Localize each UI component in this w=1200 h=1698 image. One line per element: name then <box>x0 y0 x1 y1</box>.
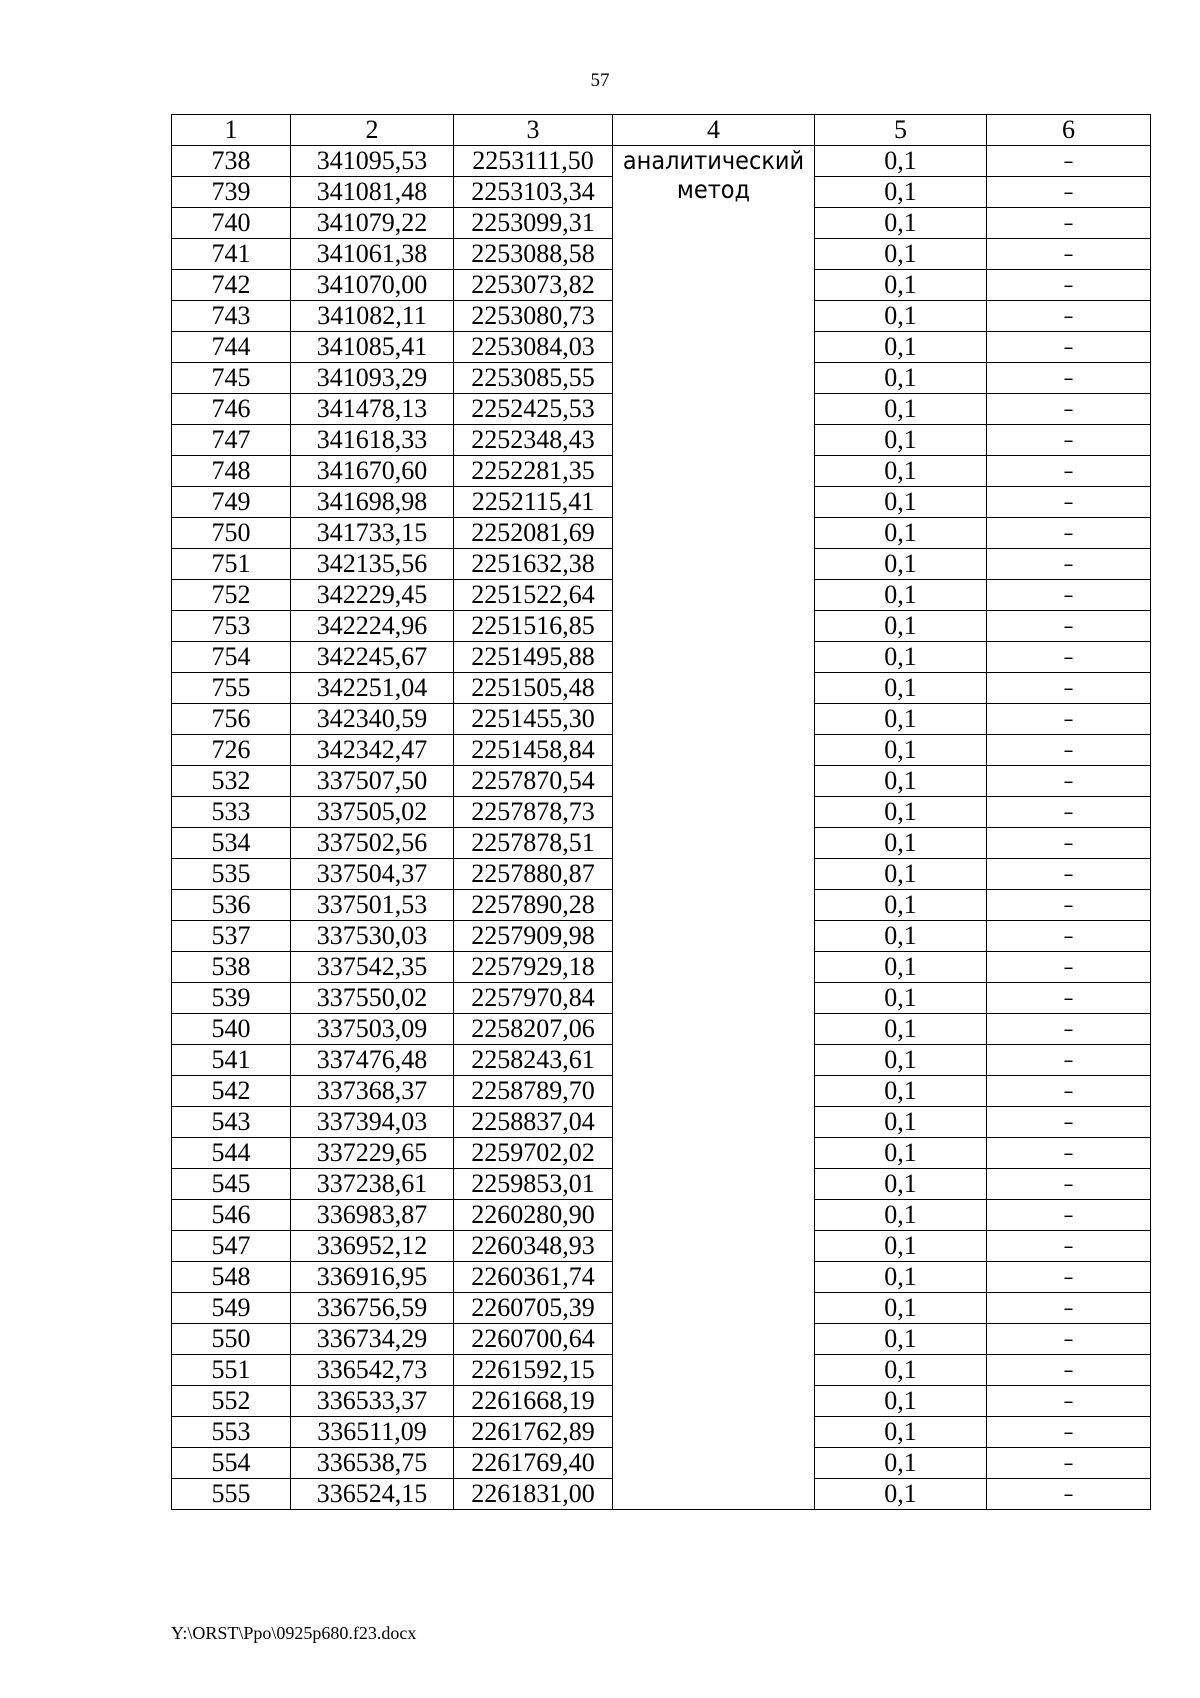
description-cell: – <box>987 828 1151 859</box>
y-coordinate-cell: 2257929,18 <box>454 952 613 983</box>
accuracy-cell: 0,1 <box>815 1231 987 1262</box>
x-coordinate-cell: 341478,13 <box>291 394 454 425</box>
y-coordinate-cell: 2261762,89 <box>454 1417 613 1448</box>
x-coordinate-cell: 341061,38 <box>291 239 454 270</box>
x-coordinate-cell: 342251,04 <box>291 673 454 704</box>
description-cell: – <box>987 1386 1151 1417</box>
point-number-cell: 543 <box>172 1107 291 1138</box>
point-number-cell: 555 <box>172 1479 291 1510</box>
description-cell: – <box>987 1448 1151 1479</box>
column-header: 3 <box>454 115 613 146</box>
description-cell: – <box>987 1293 1151 1324</box>
description-cell: – <box>987 177 1151 208</box>
column-header: 5 <box>815 115 987 146</box>
description-cell: – <box>987 735 1151 766</box>
x-coordinate-cell: 342245,67 <box>291 642 454 673</box>
accuracy-cell: 0,1 <box>815 1386 987 1417</box>
y-coordinate-cell: 2257880,87 <box>454 859 613 890</box>
table-body <box>172 146 1151 1510</box>
accuracy-cell: 0,1 <box>815 1138 987 1169</box>
accuracy-cell: 0,1 <box>815 735 987 766</box>
y-coordinate-cell: 2258243,61 <box>454 1045 613 1076</box>
point-number-cell: 747 <box>172 425 291 456</box>
point-number-cell: 743 <box>172 301 291 332</box>
accuracy-cell: 0,1 <box>815 859 987 890</box>
description-cell: – <box>987 1262 1151 1293</box>
x-coordinate-cell: 336542,73 <box>291 1355 454 1386</box>
accuracy-cell: 0,1 <box>815 177 987 208</box>
accuracy-cell: 0,1 <box>815 208 987 239</box>
y-coordinate-cell: 2251495,88 <box>454 642 613 673</box>
y-coordinate-cell: 2261592,15 <box>454 1355 613 1386</box>
accuracy-cell: 0,1 <box>815 983 987 1014</box>
y-coordinate-cell: 2257878,51 <box>454 828 613 859</box>
accuracy-cell: 0,1 <box>815 1479 987 1510</box>
description-cell: – <box>987 1417 1151 1448</box>
accuracy-cell: 0,1 <box>815 1014 987 1045</box>
y-coordinate-cell: 2258207,06 <box>454 1014 613 1045</box>
point-number-cell: 753 <box>172 611 291 642</box>
x-coordinate-cell: 337507,50 <box>291 766 454 797</box>
x-coordinate-cell: 341698,98 <box>291 487 454 518</box>
x-coordinate-cell: 337503,09 <box>291 1014 454 1045</box>
y-coordinate-cell: 2257878,73 <box>454 797 613 828</box>
accuracy-cell: 0,1 <box>815 1107 987 1138</box>
point-number-cell: 540 <box>172 1014 291 1045</box>
accuracy-cell: 0,1 <box>815 146 987 177</box>
x-coordinate-cell: 336511,09 <box>291 1417 454 1448</box>
accuracy-cell: 0,1 <box>815 332 987 363</box>
description-cell: – <box>987 208 1151 239</box>
x-coordinate-cell: 337476,48 <box>291 1045 454 1076</box>
accuracy-cell: 0,1 <box>815 890 987 921</box>
accuracy-cell: 0,1 <box>815 1324 987 1355</box>
y-coordinate-cell: 2253099,31 <box>454 208 613 239</box>
y-coordinate-cell: 2257909,98 <box>454 921 613 952</box>
x-coordinate-cell: 342342,47 <box>291 735 454 766</box>
y-coordinate-cell: 2252348,43 <box>454 425 613 456</box>
footer-file-path: Y:\ORST\Ppo\0925p680.f23.docx <box>171 1623 417 1643</box>
x-coordinate-cell: 337502,56 <box>291 828 454 859</box>
x-coordinate-cell: 337394,03 <box>291 1107 454 1138</box>
x-coordinate-cell: 337504,37 <box>291 859 454 890</box>
accuracy-cell: 0,1 <box>815 580 987 611</box>
accuracy-cell: 0,1 <box>815 239 987 270</box>
description-cell: – <box>987 1169 1151 1200</box>
description-cell: – <box>987 549 1151 580</box>
x-coordinate-cell: 336952,12 <box>291 1231 454 1262</box>
x-coordinate-cell: 342224,96 <box>291 611 454 642</box>
description-cell: – <box>987 270 1151 301</box>
column-header: 1 <box>172 115 291 146</box>
column-header: 4 <box>613 115 815 146</box>
point-number-cell: 535 <box>172 859 291 890</box>
y-coordinate-cell: 2260361,74 <box>454 1262 613 1293</box>
accuracy-cell: 0,1 <box>815 425 987 456</box>
description-cell: – <box>987 952 1151 983</box>
point-number-cell: 740 <box>172 208 291 239</box>
y-coordinate-cell: 2259702,02 <box>454 1138 613 1169</box>
point-number-cell: 554 <box>172 1448 291 1479</box>
description-cell: – <box>987 1138 1151 1169</box>
point-number-cell: 545 <box>172 1169 291 1200</box>
description-cell: – <box>987 921 1151 952</box>
point-number-cell: 549 <box>172 1293 291 1324</box>
description-cell: – <box>987 642 1151 673</box>
y-coordinate-cell: 2251505,48 <box>454 673 613 704</box>
accuracy-cell: 0,1 <box>815 1448 987 1479</box>
accuracy-cell: 0,1 <box>815 301 987 332</box>
point-number-cell: 548 <box>172 1262 291 1293</box>
point-number-cell: 532 <box>172 766 291 797</box>
accuracy-cell: 0,1 <box>815 270 987 301</box>
y-coordinate-cell: 2251632,38 <box>454 549 613 580</box>
x-coordinate-cell: 341082,11 <box>291 301 454 332</box>
accuracy-cell: 0,1 <box>815 363 987 394</box>
accuracy-cell: 0,1 <box>815 766 987 797</box>
y-coordinate-cell: 2253084,03 <box>454 332 613 363</box>
description-cell: – <box>987 580 1151 611</box>
description-cell: – <box>987 890 1151 921</box>
point-number-cell: 755 <box>172 673 291 704</box>
table-header-row <box>172 115 1151 146</box>
point-number-cell: 756 <box>172 704 291 735</box>
coordinates-table <box>171 114 1151 1510</box>
y-coordinate-cell: 2253111,50 <box>454 146 613 177</box>
accuracy-cell: 0,1 <box>815 673 987 704</box>
point-number-cell: 539 <box>172 983 291 1014</box>
description-cell: – <box>987 1231 1151 1262</box>
accuracy-cell: 0,1 <box>815 921 987 952</box>
x-coordinate-cell: 337530,03 <box>291 921 454 952</box>
accuracy-cell: 0,1 <box>815 642 987 673</box>
x-coordinate-cell: 341095,53 <box>291 146 454 177</box>
accuracy-cell: 0,1 <box>815 1169 987 1200</box>
accuracy-cell: 0,1 <box>815 549 987 580</box>
x-coordinate-cell: 341081,48 <box>291 177 454 208</box>
x-coordinate-cell: 337238,61 <box>291 1169 454 1200</box>
x-coordinate-cell: 336533,37 <box>291 1386 454 1417</box>
x-coordinate-cell: 336538,75 <box>291 1448 454 1479</box>
y-coordinate-cell: 2259853,01 <box>454 1169 613 1200</box>
description-cell: – <box>987 1479 1151 1510</box>
description-cell: – <box>987 1200 1151 1231</box>
y-coordinate-cell: 2252281,35 <box>454 456 613 487</box>
x-coordinate-cell: 341070,00 <box>291 270 454 301</box>
description-cell: – <box>987 301 1151 332</box>
point-number-cell: 752 <box>172 580 291 611</box>
description-cell: – <box>987 1324 1151 1355</box>
point-number-cell: 553 <box>172 1417 291 1448</box>
x-coordinate-cell: 341670,60 <box>291 456 454 487</box>
table-row <box>172 146 1151 177</box>
x-coordinate-cell: 337368,37 <box>291 1076 454 1107</box>
point-number-cell: 745 <box>172 363 291 394</box>
point-number-cell: 536 <box>172 890 291 921</box>
point-number-cell: 538 <box>172 952 291 983</box>
column-header: 6 <box>987 115 1151 146</box>
y-coordinate-cell: 2261831,00 <box>454 1479 613 1510</box>
x-coordinate-cell: 337550,02 <box>291 983 454 1014</box>
x-coordinate-cell: 336756,59 <box>291 1293 454 1324</box>
point-number-cell: 537 <box>172 921 291 952</box>
description-cell: – <box>987 518 1151 549</box>
y-coordinate-cell: 2251455,30 <box>454 704 613 735</box>
point-number-cell: 534 <box>172 828 291 859</box>
y-coordinate-cell: 2252115,41 <box>454 487 613 518</box>
point-number-cell: 749 <box>172 487 291 518</box>
x-coordinate-cell: 337229,65 <box>291 1138 454 1169</box>
x-coordinate-cell: 342340,59 <box>291 704 454 735</box>
description-cell: – <box>987 766 1151 797</box>
x-coordinate-cell: 341618,33 <box>291 425 454 456</box>
accuracy-cell: 0,1 <box>815 1076 987 1107</box>
description-cell: – <box>987 394 1151 425</box>
point-number-cell: 551 <box>172 1355 291 1386</box>
y-coordinate-cell: 2260700,64 <box>454 1324 613 1355</box>
description-cell: – <box>987 797 1151 828</box>
description-cell: – <box>987 1355 1151 1386</box>
point-number-cell: 533 <box>172 797 291 828</box>
accuracy-cell: 0,1 <box>815 611 987 642</box>
point-number-cell: 738 <box>172 146 291 177</box>
accuracy-cell: 0,1 <box>815 797 987 828</box>
x-coordinate-cell: 336524,15 <box>291 1479 454 1510</box>
accuracy-cell: 0,1 <box>815 952 987 983</box>
point-number-cell: 741 <box>172 239 291 270</box>
x-coordinate-cell: 336916,95 <box>291 1262 454 1293</box>
y-coordinate-cell: 2253103,34 <box>454 177 613 208</box>
y-coordinate-cell: 2253085,55 <box>454 363 613 394</box>
x-coordinate-cell: 336734,29 <box>291 1324 454 1355</box>
accuracy-cell: 0,1 <box>815 456 987 487</box>
accuracy-cell: 0,1 <box>815 518 987 549</box>
y-coordinate-cell: 2257970,84 <box>454 983 613 1014</box>
accuracy-cell: 0,1 <box>815 1200 987 1231</box>
accuracy-cell: 0,1 <box>815 828 987 859</box>
accuracy-cell: 0,1 <box>815 1262 987 1293</box>
point-number-cell: 546 <box>172 1200 291 1231</box>
accuracy-cell: 0,1 <box>815 1045 987 1076</box>
description-cell: – <box>987 983 1151 1014</box>
y-coordinate-cell: 2258837,04 <box>454 1107 613 1138</box>
accuracy-cell: 0,1 <box>815 1417 987 1448</box>
y-coordinate-cell: 2261769,40 <box>454 1448 613 1479</box>
point-number-cell: 726 <box>172 735 291 766</box>
point-number-cell: 746 <box>172 394 291 425</box>
method-text: метод <box>676 175 751 204</box>
point-number-cell: 550 <box>172 1324 291 1355</box>
point-number-cell: 552 <box>172 1386 291 1417</box>
y-coordinate-cell: 2252425,53 <box>454 394 613 425</box>
accuracy-cell: 0,1 <box>815 704 987 735</box>
accuracy-cell: 0,1 <box>815 1355 987 1386</box>
description-cell: – <box>987 146 1151 177</box>
page-number: 57 <box>590 70 610 91</box>
description-cell: – <box>987 1107 1151 1138</box>
method-cell <box>613 146 815 1510</box>
description-cell: – <box>987 1045 1151 1076</box>
y-coordinate-cell: 2260280,90 <box>454 1200 613 1231</box>
y-coordinate-cell: 2260705,39 <box>454 1293 613 1324</box>
point-number-cell: 739 <box>172 177 291 208</box>
point-number-cell: 744 <box>172 332 291 363</box>
description-cell: – <box>987 704 1151 735</box>
y-coordinate-cell: 2253088,58 <box>454 239 613 270</box>
point-number-cell: 751 <box>172 549 291 580</box>
column-header: 2 <box>291 115 454 146</box>
y-coordinate-cell: 2253073,82 <box>454 270 613 301</box>
x-coordinate-cell: 337505,02 <box>291 797 454 828</box>
x-coordinate-cell: 336983,87 <box>291 1200 454 1231</box>
description-cell: – <box>987 363 1151 394</box>
description-cell: – <box>987 673 1151 704</box>
x-coordinate-cell: 337542,35 <box>291 952 454 983</box>
point-number-cell: 544 <box>172 1138 291 1169</box>
x-coordinate-cell: 342135,56 <box>291 549 454 580</box>
point-number-cell: 750 <box>172 518 291 549</box>
description-cell: – <box>987 456 1151 487</box>
point-number-cell: 754 <box>172 642 291 673</box>
y-coordinate-cell: 2251522,64 <box>454 580 613 611</box>
x-coordinate-cell: 341085,41 <box>291 332 454 363</box>
x-coordinate-cell: 341733,15 <box>291 518 454 549</box>
point-number-cell: 547 <box>172 1231 291 1262</box>
description-cell: – <box>987 332 1151 363</box>
description-cell: – <box>987 1076 1151 1107</box>
y-coordinate-cell: 2257890,28 <box>454 890 613 921</box>
method-text: аналитический <box>622 146 805 175</box>
x-coordinate-cell: 341079,22 <box>291 208 454 239</box>
y-coordinate-cell: 2261668,19 <box>454 1386 613 1417</box>
point-number-cell: 542 <box>172 1076 291 1107</box>
x-coordinate-cell: 342229,45 <box>291 580 454 611</box>
description-cell: – <box>987 425 1151 456</box>
y-coordinate-cell: 2251516,85 <box>454 611 613 642</box>
description-cell: – <box>987 487 1151 518</box>
point-number-cell: 742 <box>172 270 291 301</box>
y-coordinate-cell: 2257870,54 <box>454 766 613 797</box>
y-coordinate-cell: 2260348,93 <box>454 1231 613 1262</box>
point-number-cell: 541 <box>172 1045 291 1076</box>
accuracy-cell: 0,1 <box>815 1293 987 1324</box>
x-coordinate-cell: 341093,29 <box>291 363 454 394</box>
description-cell: – <box>987 239 1151 270</box>
description-cell: – <box>987 611 1151 642</box>
y-coordinate-cell: 2258789,70 <box>454 1076 613 1107</box>
point-number-cell: 748 <box>172 456 291 487</box>
description-cell: – <box>987 859 1151 890</box>
accuracy-cell: 0,1 <box>815 394 987 425</box>
description-cell: – <box>987 1014 1151 1045</box>
y-coordinate-cell: 2252081,69 <box>454 518 613 549</box>
accuracy-cell: 0,1 <box>815 487 987 518</box>
x-coordinate-cell: 337501,53 <box>291 890 454 921</box>
y-coordinate-cell: 2253080,73 <box>454 301 613 332</box>
y-coordinate-cell: 2251458,84 <box>454 735 613 766</box>
